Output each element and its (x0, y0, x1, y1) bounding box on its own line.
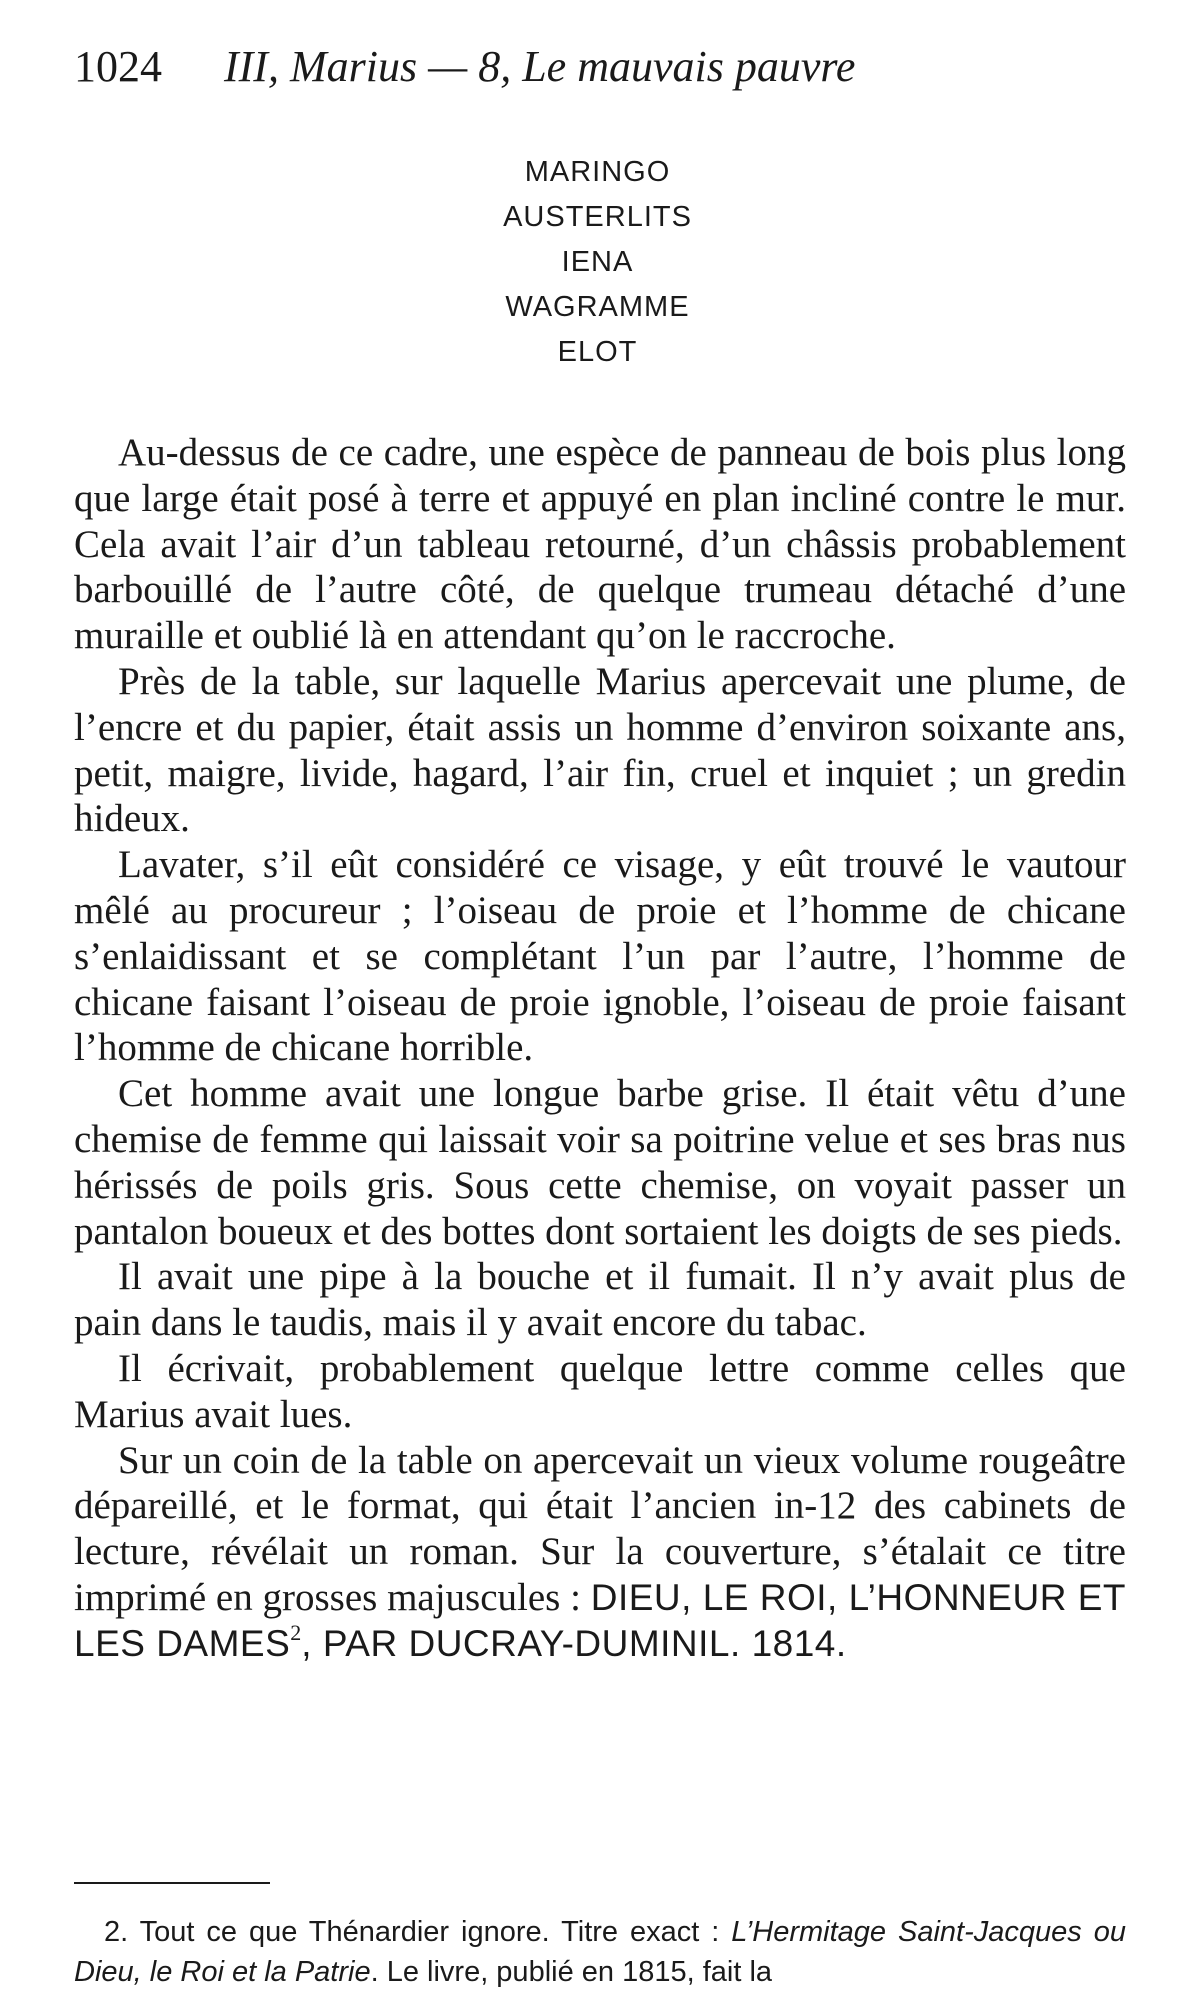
running-title: III, Marius — 8, Le mauvais pauvre (224, 42, 856, 91)
inscription-line: MARINGO (524, 156, 671, 188)
book-title-caps: DIEU, LE ROI, L’HONNEUR ET LES DAMES (74, 1576, 1126, 1664)
paragraph-text: Sur un coin de la table on apercevait un vieux volume rougeâtre dépareillé, et le format, qui était l’ancien in-12 des cabinets de lecture, révélait un roman. Sur la couverture, s’étalait ce titre imprimé en grosses majuscules : (74, 1438, 1126, 1619)
book-author-caps: , PAR DUCRAY-DUMINIL. 1814. (301, 1622, 847, 1664)
inscription-line: WAGRAMME (505, 291, 690, 323)
paragraph: Près de la table, sur laquelle Marius apercevait une plume, de l’encre et du papier, était assis un homme d’environ soixante ans, petit, maigre, livide, hagard, l’air fin, cruel et inquiet ; un gredin hideux. (74, 659, 1126, 841)
paragraph: Cet homme avait une longue barbe grise. Il était vêtu d’une chemise de femme qui laissait voir sa poitrine velue et ses bras nus hérissés de poils gris. Sous cette chemise, on voyait passer un pantalon boueux et des bottes dont sortaient les doigts de ses pieds. (74, 1072, 1126, 1253)
inscription-list (0, 150, 1179, 375)
inscription-line: IENA (561, 246, 634, 278)
paragraph: Au-dessus de ce cadre, une espèce de panneau de bois plus long que large était posé à terre et appuyé en plan incliné contre le mur. Cela avait l’air d’un tableau retourné, d’un châssis probablement barbouillé de l’autre côté, de quelque trumeau détaché d’une muraille et oublié là en attendant qu’on le raccroche. (74, 431, 1126, 658)
footnote-rule (74, 1882, 270, 1884)
paragraph: Lavater, s’il eût considéré ce visage, y eût trouvé le vautour mêlé au procureur ; l’oiseau de proie et l’homme de chicane s’enlaidissant et se complétant l’un par l’autre, l’homme de chicane faisant l’oiseau de proie ignoble, l’oiseau de proie faisant l’homme de chicane horrible. (74, 843, 1126, 1070)
footnote (74, 1912, 1126, 1992)
body-text (74, 430, 1126, 1667)
inscription-line: AUSTERLITS (503, 201, 692, 233)
footnote-lead: Tout ce que Thénardier ignore. Titre exact : (139, 1916, 720, 1948)
footnote-title-italic: L’Hermitage Saint-Jacques ou Dieu, le Roi et la Patrie (74, 1916, 1126, 1988)
footnote-tail: . Le livre, publié en 1815, fait la (370, 1956, 773, 1988)
paragraph-book-title (74, 1438, 1126, 1667)
page-number: 1024 (74, 42, 162, 91)
inscription-line: ELOT (557, 336, 638, 368)
footnote-number: 2. (104, 1916, 129, 1948)
running-head (74, 38, 1114, 96)
footnote-reference[interactable]: 2 (290, 1619, 302, 1645)
paragraph: Il écrivait, probablement quelque lettre comme celles que Marius avait lues. (74, 1346, 1126, 1436)
paragraph: Il avait une pipe à la bouche et il fumait. Il n’y avait plus de pain dans le taudis, mais il y avait encore du tabac. (74, 1255, 1126, 1345)
